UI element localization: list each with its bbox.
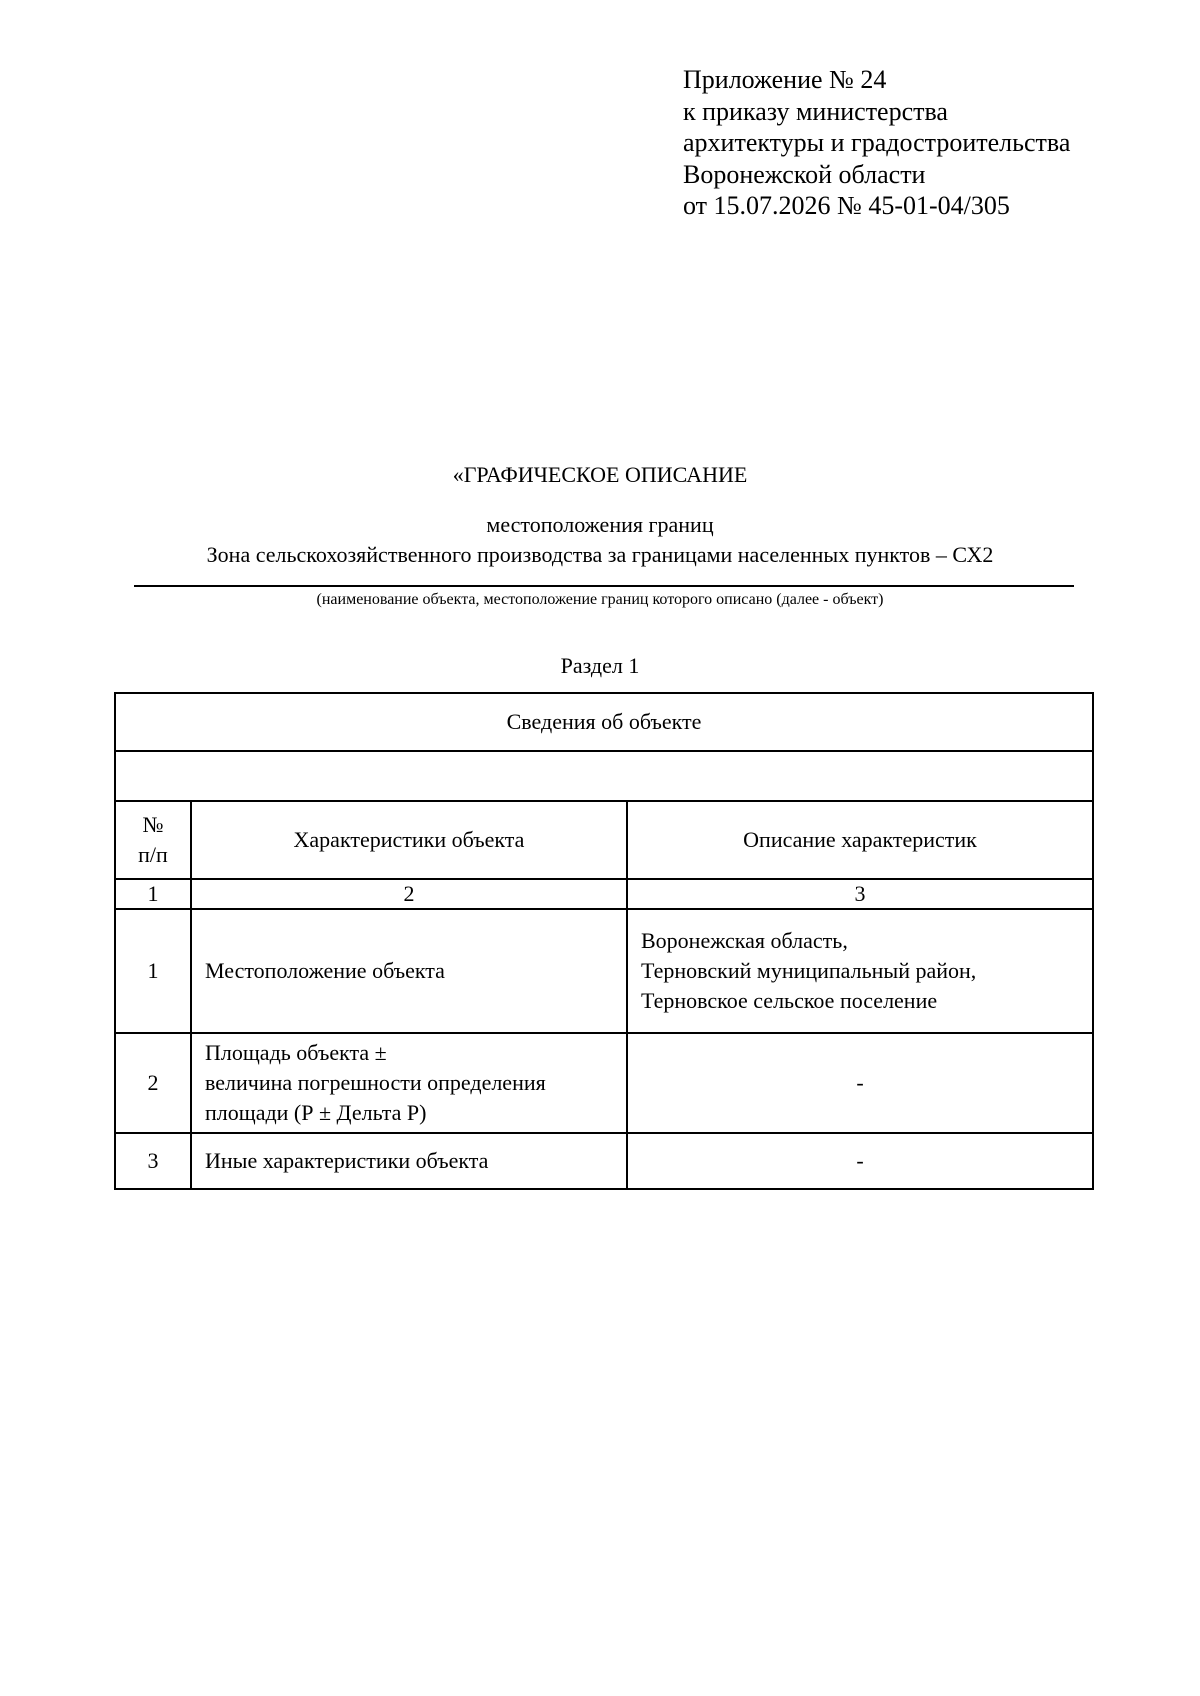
row-characteristic — [191, 1033, 627, 1133]
characteristic-line: Площадь объекта ± — [205, 1040, 387, 1065]
header-number-sign: № — [142, 812, 164, 837]
appendix-order-line: к приказу министерства — [683, 96, 948, 126]
column-number-3: 3 — [627, 879, 1093, 909]
row-number: 2 — [115, 1033, 191, 1133]
table-row — [115, 1133, 1093, 1189]
object-name: Зона сельскохозяйственного производства за границами населенных пунктов – СХ2 — [206, 542, 994, 567]
object-info-table — [114, 692, 1094, 1190]
row-characteristic: Иные характеристики объекта — [191, 1133, 627, 1189]
row-characteristic: Местоположение объекта — [191, 909, 627, 1033]
description-line: Воронежская область, — [641, 928, 848, 953]
column-numbers-row — [115, 879, 1093, 909]
table-row — [115, 909, 1093, 1033]
appendix-ministry-line: архитектуры и градостроительства — [683, 128, 1071, 157]
table-row — [115, 1033, 1093, 1133]
appendix-block — [683, 64, 1070, 222]
document-subtitle: местоположения границ — [486, 512, 714, 537]
row-number: 1 — [115, 909, 191, 1033]
appendix-region-line: Воронежской области — [683, 159, 926, 189]
characteristic-line: площади (Р ± Дельта Р) — [205, 1100, 427, 1125]
object-name-caption: (наименование объекта, местоположение границ которого описано (далее - объект) — [316, 591, 884, 608]
table-header-row — [115, 801, 1093, 879]
column-number-2: 2 — [191, 879, 627, 909]
underline-rule — [134, 585, 1074, 587]
appendix-number: Приложение № 24 — [683, 65, 887, 94]
document-title: «ГРАФИЧЕСКОЕ ОПИСАНИЕ — [452, 462, 748, 487]
section-label: Раздел 1 — [560, 653, 640, 678]
header-number — [115, 801, 191, 879]
table-empty-row — [115, 751, 1093, 801]
row-description — [627, 909, 1093, 1033]
header-number-abbrev: п/п — [138, 842, 168, 867]
row-number: 3 — [115, 1133, 191, 1189]
description-line: Терновский муниципальный район, — [641, 958, 977, 983]
row-description: - — [627, 1133, 1093, 1189]
row-description: - — [627, 1033, 1093, 1133]
empty-cell — [115, 751, 1093, 801]
table-title: Сведения об объекте — [115, 693, 1093, 751]
appendix-date-line: от 15.07.2026 № 45-01-04/305 — [683, 191, 1010, 220]
header-characteristics: Характеристики объекта — [191, 801, 627, 879]
characteristic-line: величина погрешности определения — [205, 1070, 546, 1095]
column-number-1: 1 — [115, 879, 191, 909]
table-title-row — [115, 693, 1093, 751]
description-line: Терновское сельское поселение — [641, 988, 938, 1013]
header-description: Описание характеристик — [627, 801, 1093, 879]
